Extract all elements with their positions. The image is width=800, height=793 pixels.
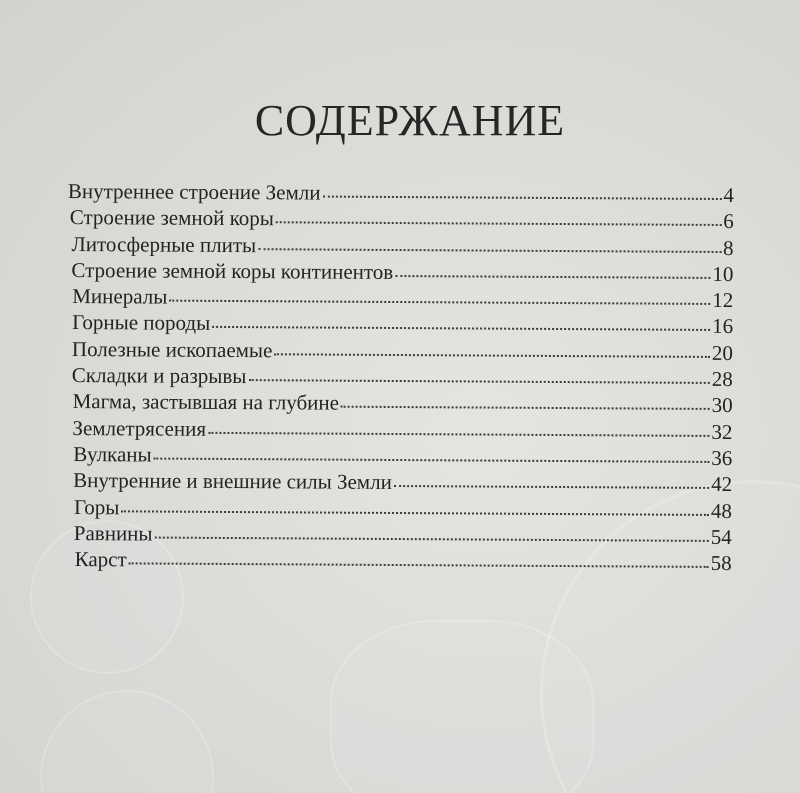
dot-leader	[208, 430, 709, 437]
toc-entry	[68, 178, 734, 208]
toc-entry	[68, 204, 734, 234]
toc-entry	[67, 283, 733, 313]
show-through-shape	[330, 620, 594, 793]
dot-leader	[121, 508, 709, 516]
toc-entry-title: Внутренние и внешние силы Земли	[73, 468, 392, 495]
toc-entry-title: Горные породы	[72, 310, 211, 336]
toc-page-number: 20	[711, 340, 734, 365]
toc-page-number: 54	[710, 524, 732, 549]
dot-leader	[322, 194, 721, 200]
toc-page-number: 6	[723, 209, 734, 234]
dot-leader	[212, 324, 710, 331]
dot-leader	[341, 404, 710, 410]
toc-entry	[66, 494, 732, 524]
toc-entry-title: Полезные ископаемые	[71, 336, 273, 363]
dot-leader	[155, 534, 709, 541]
dot-leader	[274, 351, 710, 358]
toc-entry-title: Строение земной коры	[69, 205, 275, 231]
toc-entry	[66, 546, 732, 576]
toc-entry	[67, 257, 733, 287]
toc-page-number: 32	[711, 419, 733, 444]
dot-leader	[395, 273, 710, 279]
toc-page-number: 36	[711, 445, 733, 471]
toc-entry	[66, 467, 732, 497]
toc-page-number: 4	[723, 183, 734, 208]
show-through-circle	[40, 690, 214, 793]
page-title: СОДЕРЖАНИЕ	[254, 96, 566, 146]
toc-entry	[66, 520, 732, 550]
dot-leader	[248, 377, 709, 384]
toc-page-number: 16	[712, 314, 734, 339]
toc-entry-title: Складки и разрывы	[71, 363, 247, 389]
toc-entry	[67, 309, 733, 339]
toc-page-number: 12	[712, 288, 734, 313]
toc-page-number: 28	[711, 367, 733, 392]
toc-entry-title: Равнины	[73, 520, 153, 546]
toc-entry	[68, 231, 734, 261]
toc-entry	[67, 336, 733, 366]
toc-entry-title: Литосферные плиты	[71, 231, 257, 257]
dot-leader	[169, 298, 710, 305]
toc-entry-title: Минералы	[72, 284, 168, 309]
toc-entry-title: Карст	[74, 547, 127, 572]
toc-page-number: 10	[712, 261, 734, 286]
toc-entry-title: Магма, застывшая на глубине	[72, 389, 340, 416]
toc-entry	[67, 388, 733, 418]
toc-entry-title: Вулканы	[73, 442, 152, 467]
dot-leader	[258, 246, 721, 253]
toc-page-number: 48	[710, 498, 733, 523]
toc-entry	[66, 441, 732, 471]
toc-page-number: 8	[723, 235, 734, 260]
toc-entry-title: Горы	[73, 494, 120, 519]
toc-entry-title: Строение земной коры континентов	[71, 257, 394, 284]
toc-page-number: 58	[710, 551, 732, 576]
toc-entry	[67, 362, 733, 392]
toc-entry	[66, 415, 732, 445]
toc-page-number: 30	[711, 393, 733, 418]
dot-leader	[129, 561, 709, 569]
toc-entry-title: Землетрясения	[72, 415, 207, 441]
table-of-contents	[66, 178, 734, 577]
toc-page-number: 42	[711, 472, 733, 497]
dot-leader	[276, 220, 721, 227]
dot-leader	[394, 483, 709, 489]
dot-leader	[154, 455, 710, 462]
toc-entry-title: Внутреннее строение Земли	[67, 178, 321, 205]
